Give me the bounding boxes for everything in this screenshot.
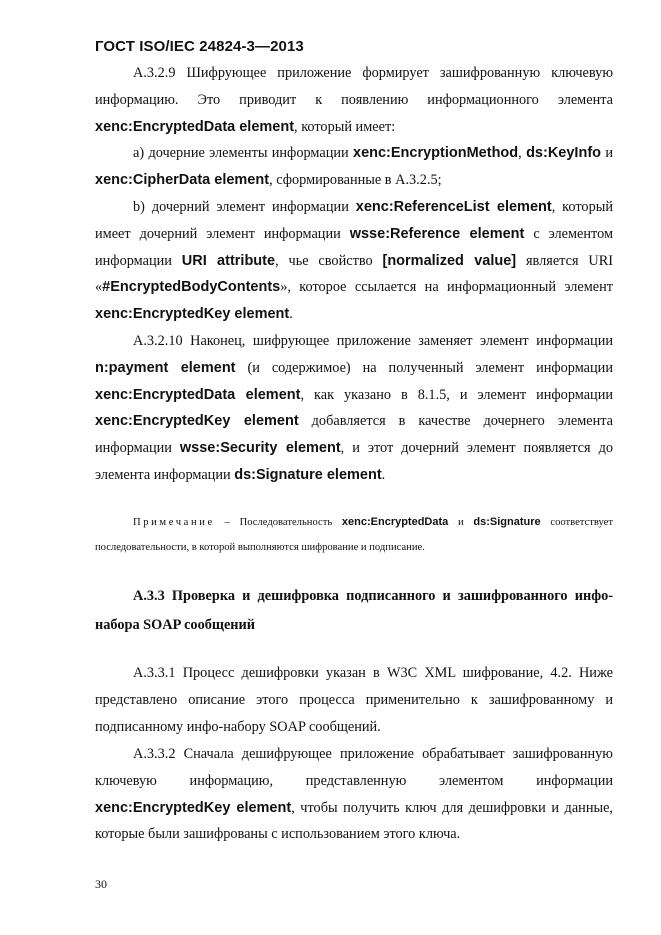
- list-item-a: а) дочерние элементы информации xenc:EncryptionMethod, ds:KeyInfo и xenc:CipherData element, сформированные в А.3.2.5;: [95, 145, 613, 188]
- page-number: 30: [95, 877, 107, 891]
- note-label: Примечание: [133, 517, 215, 528]
- paragraph-a-3-3-1: А.3.3.1 Процесс дешифровки указан в W3C XML шифрование, 4.2. Ниже представлено описание этого процесса применительно к зашифрованному и подписанному инфо-набору SOAP сообщений.: [95, 665, 613, 735]
- section-heading-a-3-3: А.3.3 Проверка и дешифровка подписанного и зашифрованного инфо-набора SOAP сообщений: [95, 588, 613, 633]
- paragraph-a-3-2-9: А.3.2.9 Шифрующее приложение формирует зашифрованную ключевую информацию. Это приводит к появлению информационного элемента xenc:EncryptedData element, который имеет:: [95, 65, 613, 135]
- list-item-b: b) дочерний элемент информации xenc:ReferenceList element, который имеет дочерний элемент информации wsse:Reference element с элементом информации URI attribute, чье свойство [normalized value] является URI «#EncryptedBodyContents», которое ссылается на информационный элемент xenc:EncryptedKey element.: [95, 199, 614, 323]
- paragraph-a-3-2-10: А.3.2.10 Наконец, шифрующее приложение заменяет элемент информации n:payment element (и содержимое) на полученный элемент информации xenc:EncryptedData element, как указано в 8.1.5, и элемент информации xenc:EncryptedKey element добавляется в качестве дочернего элемента информации wsse:Security element, и этот дочерний элемент появляется до элемента информации ds:Signature element.: [95, 333, 614, 483]
- page-header: ГОСТ ISO/IEC 24824-3—2013: [95, 38, 304, 55]
- note: Примечание – Последовательность xenc:EncryptedData и ds:Signature соответствует последовательности, в которой выполняются шифрование и подписание.: [95, 516, 614, 553]
- paragraph-a-3-3-2: А.3.3.2 Сначала дешифрующее приложение обрабатывает зашифрованную ключевую информацию, представленную элементом информации xenc:EncryptedKey element, чтобы получить ключ для дешифровки и данные, которые были зашифрованы с использованием этого ключа.: [95, 746, 613, 843]
